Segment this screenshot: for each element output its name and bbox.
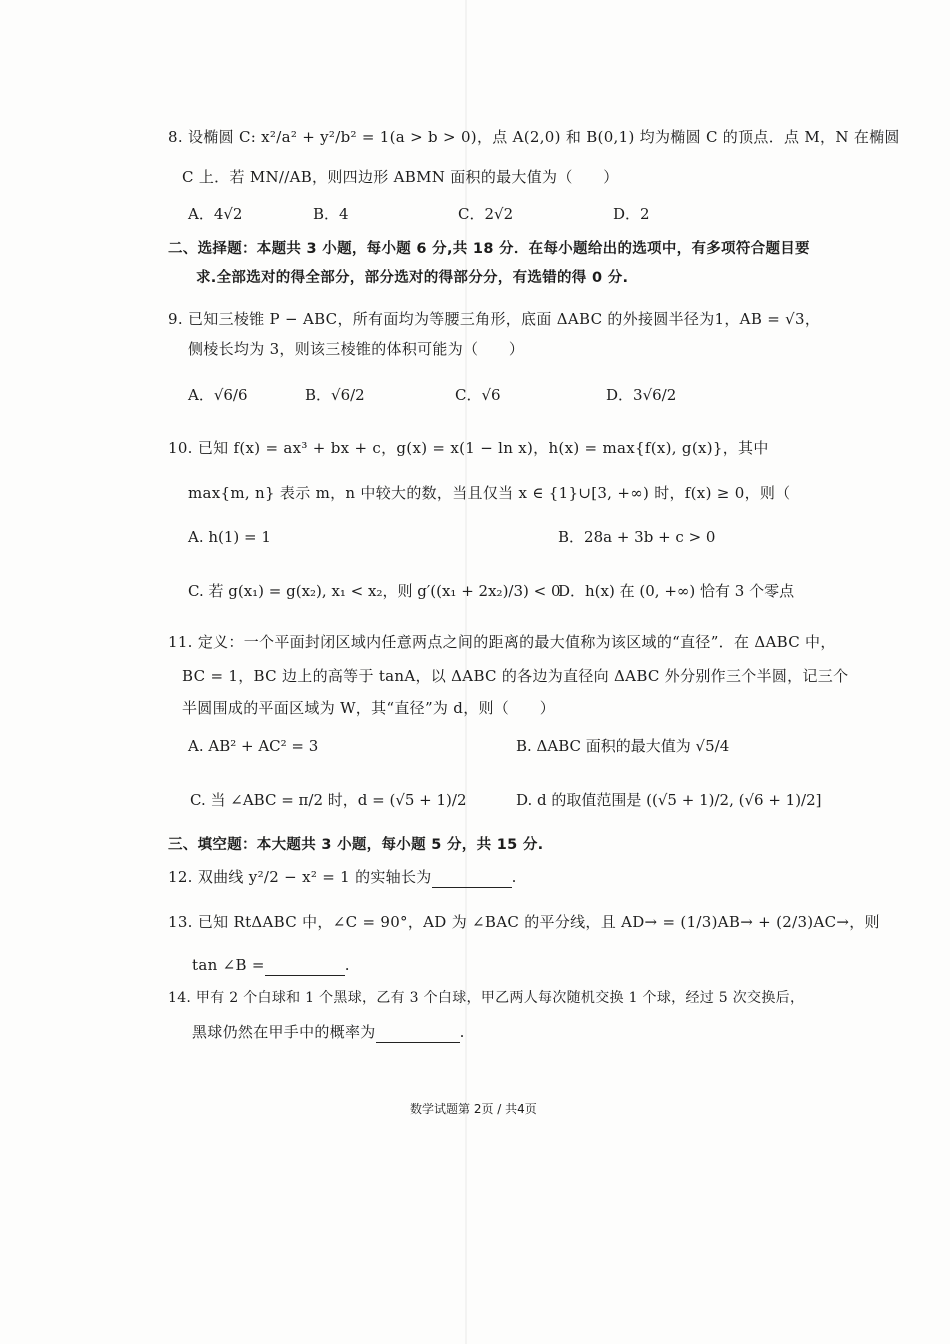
q8-stem-line-2: C 上．若 MN//AB，则四边形 ABMN 面积的最大值为（ ）: [182, 168, 619, 186]
q11-option-b: B. ΔABC 面积的最大值为 √5/4: [516, 737, 730, 755]
q8-option-a: A．4√2: [188, 205, 243, 223]
q8-option-d: D．2: [613, 205, 650, 223]
q10-stem-line-1: 10. 已知 f(x) = ax³ + bx + c，g(x) = x(1 − ln x)，h(x) = max{f(x), g(x)}，其中: [168, 439, 769, 457]
q11-stem-line-1: 11. 定义：一个平面封闭区域内任意两点之间的距离的最大值称为该区域的“直径”．在 ΔABC 中，: [168, 633, 836, 651]
q14-stem-line-1: 14. 甲有 2 个白球和 1 个黑球，乙有 3 个白球，甲乙两人每次随机交换 1 个球，经过 5 次交换后，: [168, 990, 805, 1006]
q8-stem-line-1: 8. 设椭圆 C: x²/a² + y²/b² = 1(a > b > 0)，点 A(2,0) 和 B(0,1) 均为椭圆 C 的顶点．点 M，N 在椭圆: [168, 128, 900, 146]
q9-option-d: D．3√6/2: [606, 386, 677, 404]
q8-option-c: C．2√2: [458, 205, 514, 223]
q14-period: .: [459, 1023, 465, 1041]
q12-answer-blank[interactable]: [432, 871, 512, 888]
q14-stem-line-2: [192, 1021, 465, 1043]
q14-answer-blank[interactable]: [376, 1026, 460, 1043]
section-3-heading: 三、填空题：本大题共 3 小题，每小题 5 分，共 15 分.: [168, 837, 544, 853]
q10-stem-line-2: max{m, n} 表示 m，n 中较大的数，当且仅当 x ∈ {1}∪[3, +∞) 时，f(x) ≥ 0，则（: [188, 484, 791, 502]
q11-option-c: C. 当 ∠ABC = π/2 时，d = (√5 + 1)/2: [190, 791, 467, 809]
q8-option-b: B．4: [313, 205, 349, 223]
q11-stem-line-3: 半圆围成的平面区域为 W，其“直径”为 d，则（ ）: [182, 699, 555, 717]
q14-text-2: 黑球仍然在甲手中的概率为: [192, 1023, 376, 1041]
section-2-heading-line-1: 二、选择题：本题共 3 小题，每小题 6 分,共 18 分．在每小题给出的选项中，有多项符合题目要: [168, 241, 810, 257]
q13-text-2: tan ∠B =: [192, 956, 265, 974]
q10-option-b: B．28a + 3b + c > 0: [558, 528, 716, 546]
q13-answer-blank[interactable]: [265, 959, 345, 976]
q10-option-a: A. h(1) = 1: [188, 528, 271, 546]
q11-option-a: A. AB² + AC² = 3: [188, 737, 319, 755]
q9-option-c: C．√6: [455, 386, 501, 404]
section-2-heading-line-2: 求.全部选对的得全部分，部分选对的得部分分，有选错的得 0 分.: [196, 270, 629, 286]
q9-stem-line-2: 侧棱长均为 3，则该三棱锥的体积可能为（ ）: [188, 340, 525, 358]
q9-option-a: A．√6/6: [188, 386, 248, 404]
page-footer: 数学试题第 2页 / 共4页: [410, 1102, 537, 1116]
q10-option-d: D．h(x) 在 (0, +∞) 恰有 3 个零点: [558, 582, 795, 600]
q11-stem-line-2: BC = 1，BC 边上的高等于 tanA，以 ΔABC 的各边为直径向 ΔABC 外分别作三个半圆，记三个: [182, 667, 849, 685]
q13-stem-line-2: [192, 954, 350, 976]
q9-stem-line-1: 9. 已知三棱锥 P − ABC，所有面均为等腰三角形，底面 ΔABC 的外接圆半径为1，AB = √3，: [168, 310, 821, 328]
q12-period: .: [511, 868, 517, 886]
q13-stem-line-1: 13. 已知 RtΔABC 中，∠C = 90°，AD 为 ∠BAC 的平分线，且 AD→ = (1/3)AB→ + (2/3)AC→，则: [168, 913, 880, 931]
q11-option-d: D. d 的取值范围是 ((√5 + 1)/2, (√6 + 1)/2]: [516, 791, 822, 809]
q13-period: .: [344, 956, 350, 974]
q10-option-c: C. 若 g(x₁) = g(x₂), x₁ < x₂，则 g′((x₁ + 2x₂)/3) < 0: [188, 582, 561, 600]
q12-text: 12. 双曲线 y²/2 − x² = 1 的实轴长为: [168, 868, 432, 886]
q9-option-b: B．√6/2: [305, 386, 365, 404]
q12-stem: [168, 866, 517, 888]
